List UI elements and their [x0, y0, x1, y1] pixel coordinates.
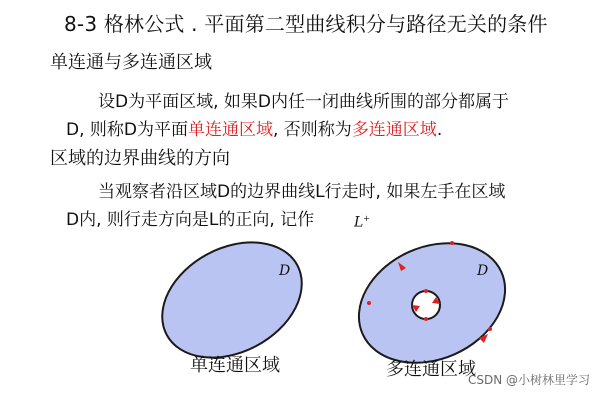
term-simply-connected: 单连通区域 [188, 120, 273, 140]
boundary-point-marker [488, 327, 492, 331]
text-end: . [436, 120, 443, 140]
paragraph-direction-line-2: D内, 则行走方向是L的正向, 记作 [66, 210, 315, 230]
section-heading-boundary-direction: 区域的边界曲线的方向 [50, 148, 230, 169]
boundary-point-marker [367, 301, 371, 305]
page-title: 8-3 格林公式 . 平面第二型曲线积分与路径无关的条件 [64, 12, 548, 36]
multiply-connected-region-label: D [477, 263, 489, 279]
term-multiply-connected: 多连通区域 [351, 120, 437, 140]
l-symbol: L [354, 214, 364, 231]
l-plus-superscript: + [363, 214, 370, 223]
boundary-point-marker [450, 241, 454, 245]
simply-connected-region-label: D [279, 263, 291, 279]
text-prefix: D, 则称D为平面 [66, 120, 188, 140]
boundary-point-marker [424, 317, 428, 321]
multiply-connected-hole [412, 291, 440, 319]
paragraph-connectivity-line-1: 设D为平面区域, 如果D内任一闭曲线所围的部分都属于 [98, 92, 509, 112]
paragraph-direction-line-1: 当观察者沿区域D的边界曲线L行走时, 如果左手在区域 [98, 182, 506, 202]
watermark: CSDN @小树林里学习 [467, 373, 590, 387]
text-mid: , 否则称为 [273, 120, 352, 140]
section-heading-connectivity: 单连通与多连通区域 [50, 52, 212, 73]
simply-connected-caption: 单连通区域 [190, 355, 280, 376]
boundary-point-marker [424, 289, 428, 293]
multiply-connected-caption: 多连通区域 [386, 359, 476, 380]
